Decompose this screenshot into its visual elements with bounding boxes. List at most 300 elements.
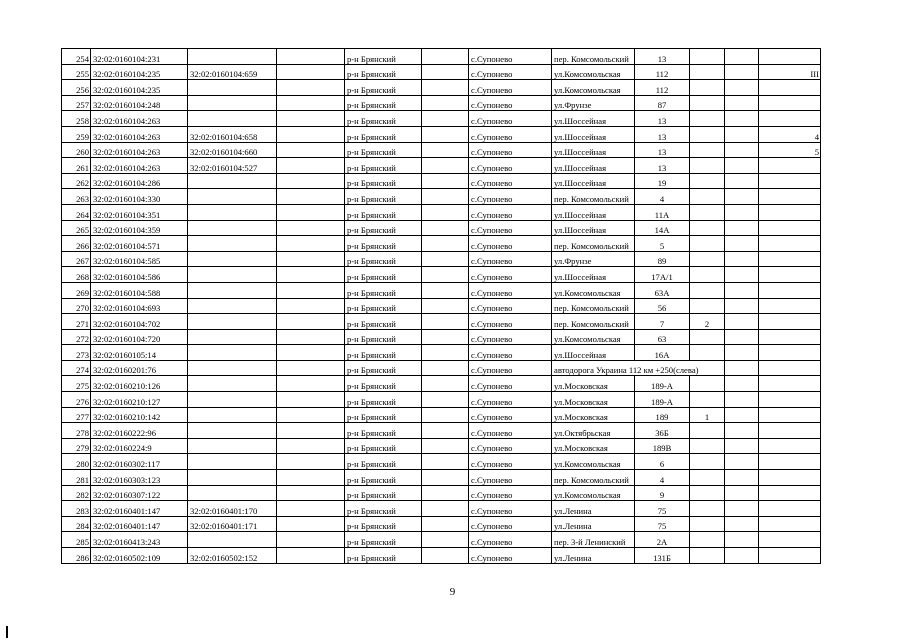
cell-cadastral-number: 32:02:0160401:147 [91, 516, 188, 532]
cell-empty-col-2 [422, 64, 469, 80]
cell-house-number: 131Б [635, 548, 690, 564]
cell-note [759, 95, 821, 111]
cell-apartment [690, 438, 725, 454]
cell-street: ул.Комсомольская [552, 64, 635, 80]
cell-district: р-н Брянский [345, 392, 422, 408]
cell-street: ул.Шоссейная [552, 345, 635, 361]
cell-empty-col-2 [422, 360, 469, 376]
cell-house-number: 189 [635, 407, 690, 423]
table-row [62, 158, 821, 174]
table-row [62, 345, 821, 361]
cell-linked-cadastral-number [188, 454, 277, 470]
cell-apartment [690, 485, 725, 501]
table-row [62, 111, 821, 127]
cell-settlement: с.Супонево [469, 189, 552, 205]
cell-apartment [690, 516, 725, 532]
cell-house-number: 13 [635, 142, 690, 158]
cell-street: ул.Фрунзе [552, 251, 635, 267]
cell-extra-col [725, 220, 759, 236]
cell-apartment [690, 80, 725, 96]
cell-extra-col [725, 111, 759, 127]
cell-empty-col [277, 298, 345, 314]
cell-note [759, 454, 821, 470]
cell-street: ул.Московская [552, 376, 635, 392]
cell-settlement: с.Супонево [469, 49, 552, 65]
cell-extra-col [725, 485, 759, 501]
cell-district: р-н Брянский [345, 360, 422, 376]
cell-empty-col-2 [422, 189, 469, 205]
table-row [62, 516, 821, 532]
table-body [62, 49, 821, 564]
cell-district: р-н Брянский [345, 423, 422, 439]
cell-row-number: 284 [62, 516, 91, 532]
cell-empty-col [277, 173, 345, 189]
cell-street: пер. Комсомольский [552, 298, 635, 314]
cell-cadastral-number: 32:02:0160303:123 [91, 470, 188, 486]
cell-house-number: 14А [635, 220, 690, 236]
cell-empty-col-2 [422, 220, 469, 236]
cell-row-number: 269 [62, 282, 91, 298]
cell-empty-col-2 [422, 282, 469, 298]
table-row [62, 392, 821, 408]
cell-empty-col [277, 516, 345, 532]
cell-cadastral-number: 32:02:0160104:263 [91, 111, 188, 127]
cell-house-number: 189В [635, 438, 690, 454]
cell-linked-cadastral-number: 32:02:0160104:658 [188, 126, 277, 142]
cell-row-number: 268 [62, 267, 91, 283]
cell-settlement: с.Супонево [469, 314, 552, 330]
cell-note [759, 470, 821, 486]
cell-settlement: с.Супонево [469, 282, 552, 298]
cell-row-number: 277 [62, 407, 91, 423]
cell-district: р-н Брянский [345, 454, 422, 470]
cell-empty-col-2 [422, 80, 469, 96]
cell-street: ул.Комсомольская [552, 80, 635, 96]
cell-note [759, 314, 821, 330]
cell-cadastral-number: 32:02:0160104:248 [91, 95, 188, 111]
cell-house-number: 9 [635, 485, 690, 501]
cell-cadastral-number: 32:02:0160104:330 [91, 189, 188, 205]
cell-empty-col [277, 360, 345, 376]
cell-linked-cadastral-number [188, 204, 277, 220]
cell-linked-cadastral-number [188, 49, 277, 65]
scan-edge-mark [6, 626, 8, 638]
cell-extra-col [725, 314, 759, 330]
cell-street: ул.Комсомольская [552, 485, 635, 501]
cell-cadastral-number: 32:02:0160201:76 [91, 360, 188, 376]
cell-street: ул.Шоссейная [552, 204, 635, 220]
cell-row-number: 254 [62, 49, 91, 65]
cell-house-number: 16А [635, 345, 690, 361]
cell-note [759, 516, 821, 532]
cell-settlement: с.Супонево [469, 360, 552, 376]
cell-apartment [690, 267, 725, 283]
cell-linked-cadastral-number [188, 282, 277, 298]
cell-extra-col [725, 423, 759, 439]
cell-district: р-н Брянский [345, 438, 422, 454]
table-row [62, 298, 821, 314]
cell-row-number: 282 [62, 485, 91, 501]
cell-district: р-н Брянский [345, 80, 422, 96]
table-row [62, 173, 821, 189]
table-row [62, 360, 821, 376]
table-row [62, 80, 821, 96]
cell-settlement: с.Супонево [469, 236, 552, 252]
cell-empty-col-2 [422, 407, 469, 423]
cell-extra-col [725, 126, 759, 142]
cell-linked-cadastral-number [188, 360, 277, 376]
table-row [62, 126, 821, 142]
cell-street: пер. Комсомольский [552, 49, 635, 65]
cell-settlement: с.Супонево [469, 251, 552, 267]
cell-linked-cadastral-number: 32:02:0160502:152 [188, 548, 277, 564]
cell-row-number: 286 [62, 548, 91, 564]
cell-row-number: 256 [62, 80, 91, 96]
cell-extra-col [725, 548, 759, 564]
table-row [62, 438, 821, 454]
cell-district: р-н Брянский [345, 532, 422, 548]
cell-empty-col-2 [422, 345, 469, 361]
cell-apartment [690, 142, 725, 158]
cell-extra-col [725, 251, 759, 267]
cell-street: ул.Октябрьская [552, 423, 635, 439]
cell-empty-col [277, 236, 345, 252]
cell-district: р-н Брянский [345, 267, 422, 283]
cell-settlement: с.Супонево [469, 532, 552, 548]
table-row [62, 95, 821, 111]
cell-row-number: 266 [62, 236, 91, 252]
cell-row-number: 262 [62, 173, 91, 189]
cell-cadastral-number: 32:02:0160104:359 [91, 220, 188, 236]
cell-district: р-н Брянский [345, 220, 422, 236]
cell-district: р-н Брянский [345, 329, 422, 345]
cell-empty-col [277, 485, 345, 501]
cell-cadastral-number: 32:02:0160307:122 [91, 485, 188, 501]
cell-cadastral-number: 32:02:0160210:126 [91, 376, 188, 392]
cell-note [759, 49, 821, 65]
cell-empty-col [277, 470, 345, 486]
table-row [62, 282, 821, 298]
cell-linked-cadastral-number [188, 470, 277, 486]
cell-house-number: 89 [635, 251, 690, 267]
cell-apartment [690, 251, 725, 267]
cell-linked-cadastral-number [188, 376, 277, 392]
cell-extra-col [725, 438, 759, 454]
cell-district: р-н Брянский [345, 64, 422, 80]
cell-street: ул.Московская [552, 392, 635, 408]
cell-apartment [690, 376, 725, 392]
table-row [62, 532, 821, 548]
cell-linked-cadastral-number [188, 329, 277, 345]
cell-row-number: 285 [62, 532, 91, 548]
cell-cadastral-number: 32:02:0160104:235 [91, 64, 188, 80]
cell-note: 5 [759, 142, 821, 158]
cell-linked-cadastral-number [188, 111, 277, 127]
cell-house-number: 36Б [635, 423, 690, 439]
cell-street: ул.Шоссейная [552, 126, 635, 142]
cell-note [759, 360, 821, 376]
cell-row-number: 279 [62, 438, 91, 454]
cell-cadastral-number: 32:02:0160401:147 [91, 501, 188, 517]
cell-linked-cadastral-number [188, 95, 277, 111]
table-row [62, 470, 821, 486]
cell-row-number: 278 [62, 423, 91, 439]
cell-apartment [690, 220, 725, 236]
cell-empty-col [277, 548, 345, 564]
cadastral-table [61, 48, 821, 564]
cell-street: пер. 3-й Ленинский [552, 532, 635, 548]
cell-street: ул.Комсомольская [552, 282, 635, 298]
cell-empty-col [277, 407, 345, 423]
cell-district: р-н Брянский [345, 298, 422, 314]
cell-district: р-н Брянский [345, 173, 422, 189]
cell-row-number: 275 [62, 376, 91, 392]
cell-extra-col [725, 407, 759, 423]
cell-house-number: 6 [635, 454, 690, 470]
cell-note [759, 392, 821, 408]
table-row [62, 142, 821, 158]
cell-row-number: 270 [62, 298, 91, 314]
cell-apartment [690, 423, 725, 439]
cell-house-number: 13 [635, 111, 690, 127]
cell-note [759, 548, 821, 564]
cell-house-number: 75 [635, 516, 690, 532]
cell-house-number: 63А [635, 282, 690, 298]
cell-empty-col [277, 501, 345, 517]
cell-settlement: с.Супонево [469, 126, 552, 142]
cell-note [759, 532, 821, 548]
table-row [62, 501, 821, 517]
cell-house-number: 13 [635, 158, 690, 174]
cell-row-number: 273 [62, 345, 91, 361]
cell-cadastral-number: 32:02:0160502:109 [91, 548, 188, 564]
cell-note [759, 204, 821, 220]
cell-settlement: с.Супонево [469, 267, 552, 283]
cell-row-number: 272 [62, 329, 91, 345]
cell-street: ул.Шоссейная [552, 173, 635, 189]
cell-empty-col-2 [422, 329, 469, 345]
cell-empty-col [277, 204, 345, 220]
cell-district: р-н Брянский [345, 407, 422, 423]
cell-empty-col [277, 80, 345, 96]
cell-linked-cadastral-number [188, 220, 277, 236]
cell-cadastral-number: 32:02:0160104:286 [91, 173, 188, 189]
table-row [62, 236, 821, 252]
cell-district: р-н Брянский [345, 501, 422, 517]
cell-linked-cadastral-number: 32:02:0160104:659 [188, 64, 277, 80]
cell-note [759, 407, 821, 423]
cell-row-number: 259 [62, 126, 91, 142]
cell-district: р-н Брянский [345, 158, 422, 174]
cell-empty-col-2 [422, 267, 469, 283]
cell-district: р-н Брянский [345, 236, 422, 252]
cell-empty-col-2 [422, 501, 469, 517]
cell-apartment: 1 [690, 407, 725, 423]
cell-cadastral-number: 32:02:0160210:142 [91, 407, 188, 423]
cell-district: р-н Брянский [345, 49, 422, 65]
cell-note [759, 423, 821, 439]
cell-empty-col-2 [422, 314, 469, 330]
cell-extra-col [725, 64, 759, 80]
cell-apartment [690, 392, 725, 408]
cell-cadastral-number: 32:02:0160104:263 [91, 142, 188, 158]
cell-house-number: 112 [635, 64, 690, 80]
cell-apartment [690, 95, 725, 111]
cell-extra-col [725, 516, 759, 532]
cell-district: р-н Брянский [345, 548, 422, 564]
cell-settlement: с.Супонево [469, 516, 552, 532]
cell-settlement: с.Супонево [469, 548, 552, 564]
cell-extra-col [725, 298, 759, 314]
cell-extra-col [725, 95, 759, 111]
cell-empty-col-2 [422, 95, 469, 111]
cell-house-number: 5 [635, 236, 690, 252]
cell-settlement: с.Супонево [469, 204, 552, 220]
cell-cadastral-number: 32:02:0160105:14 [91, 345, 188, 361]
cell-apartment [690, 49, 725, 65]
cell-house-number: 2А [635, 532, 690, 548]
cell-house-number: 56 [635, 298, 690, 314]
cell-settlement: с.Супонево [469, 376, 552, 392]
cell-street: пер. Комсомольский [552, 236, 635, 252]
cell-cadastral-number: 32:02:0160224:9 [91, 438, 188, 454]
cell-street: пер. Комсомольский [552, 314, 635, 330]
cell-linked-cadastral-number [188, 438, 277, 454]
cell-note [759, 298, 821, 314]
cell-district: р-н Брянский [345, 126, 422, 142]
table-row [62, 423, 821, 439]
cell-note [759, 329, 821, 345]
cell-note [759, 80, 821, 96]
cell-note [759, 236, 821, 252]
cell-extra-col [725, 189, 759, 205]
cell-note: 4 [759, 126, 821, 142]
cell-extra-col [725, 236, 759, 252]
cell-linked-cadastral-number [188, 485, 277, 501]
cell-extra-col [725, 282, 759, 298]
cell-empty-col [277, 142, 345, 158]
cell-cadastral-number: 32:02:0160104:263 [91, 126, 188, 142]
cell-house-number: 11А [635, 204, 690, 220]
cell-house-number: 4 [635, 470, 690, 486]
cell-empty-col-2 [422, 376, 469, 392]
cell-extra-col [725, 360, 759, 376]
cell-cadastral-number: 32:02:0160104:351 [91, 204, 188, 220]
cell-settlement: с.Супонево [469, 501, 552, 517]
cell-settlement: с.Супонево [469, 392, 552, 408]
cell-empty-col-2 [422, 392, 469, 408]
cell-district: р-н Брянский [345, 204, 422, 220]
cell-empty-col [277, 158, 345, 174]
cell-street: автодорога Украина 112 км +250(слева) [552, 360, 725, 376]
cell-empty-col-2 [422, 236, 469, 252]
cell-district: р-н Брянский [345, 111, 422, 127]
cell-apartment [690, 64, 725, 80]
cell-row-number: 274 [62, 360, 91, 376]
cell-street: ул.Шоссейная [552, 267, 635, 283]
cell-linked-cadastral-number [188, 298, 277, 314]
cell-cadastral-number: 32:02:0160413:243 [91, 532, 188, 548]
cell-house-number: 4 [635, 189, 690, 205]
table-row [62, 329, 821, 345]
cell-linked-cadastral-number [188, 80, 277, 96]
cell-apartment [690, 329, 725, 345]
cell-extra-col [725, 470, 759, 486]
cell-apartment [690, 298, 725, 314]
cell-extra-col [725, 376, 759, 392]
cell-cadastral-number: 32:02:0160104:235 [91, 80, 188, 96]
cell-empty-col-2 [422, 438, 469, 454]
cell-row-number: 263 [62, 189, 91, 205]
cell-extra-col [725, 345, 759, 361]
cell-district: р-н Брянский [345, 376, 422, 392]
cell-cadastral-number: 32:02:0160302:117 [91, 454, 188, 470]
cell-extra-col [725, 158, 759, 174]
cell-row-number: 255 [62, 64, 91, 80]
cell-apartment [690, 470, 725, 486]
cell-empty-col [277, 251, 345, 267]
table-row [62, 189, 821, 205]
cell-extra-col [725, 49, 759, 65]
cell-house-number: 17А/1 [635, 267, 690, 283]
table-row [62, 204, 821, 220]
cell-street: ул.Фрунзе [552, 95, 635, 111]
cell-empty-col-2 [422, 298, 469, 314]
cell-linked-cadastral-number [188, 423, 277, 439]
cell-cadastral-number: 32:02:0160104:693 [91, 298, 188, 314]
cell-empty-col-2 [422, 126, 469, 142]
cell-apartment [690, 345, 725, 361]
cell-empty-col-2 [422, 204, 469, 220]
cell-apartment [690, 454, 725, 470]
cell-street: ул.Шоссейная [552, 220, 635, 236]
cell-district: р-н Брянский [345, 516, 422, 532]
cell-note [759, 173, 821, 189]
cell-district: р-н Брянский [345, 470, 422, 486]
cell-row-number: 264 [62, 204, 91, 220]
cell-note [759, 267, 821, 283]
cell-settlement: с.Супонево [469, 158, 552, 174]
cell-empty-col [277, 189, 345, 205]
cell-settlement: с.Супонево [469, 407, 552, 423]
cell-empty-col-2 [422, 158, 469, 174]
cell-house-number: 75 [635, 501, 690, 517]
table-row [62, 407, 821, 423]
cell-apartment [690, 158, 725, 174]
cell-apartment [690, 532, 725, 548]
cell-empty-col [277, 64, 345, 80]
cell-empty-col [277, 314, 345, 330]
cell-linked-cadastral-number: 32:02:0160104:527 [188, 158, 277, 174]
cell-empty-col-2 [422, 470, 469, 486]
cell-street: ул.Ленина [552, 548, 635, 564]
cell-note: III [759, 64, 821, 80]
cell-row-number: 260 [62, 142, 91, 158]
table-row [62, 64, 821, 80]
cell-settlement: с.Супонево [469, 345, 552, 361]
cell-note [759, 251, 821, 267]
cell-cadastral-number: 32:02:0160104:231 [91, 49, 188, 65]
cell-house-number: 87 [635, 95, 690, 111]
cell-row-number: 280 [62, 454, 91, 470]
cell-street: пер. Комсомольский [552, 470, 635, 486]
cell-apartment [690, 111, 725, 127]
cell-row-number: 258 [62, 111, 91, 127]
cell-note [759, 282, 821, 298]
cell-cadastral-number: 32:02:0160104:263 [91, 158, 188, 174]
cell-empty-col [277, 423, 345, 439]
cell-empty-col [277, 329, 345, 345]
